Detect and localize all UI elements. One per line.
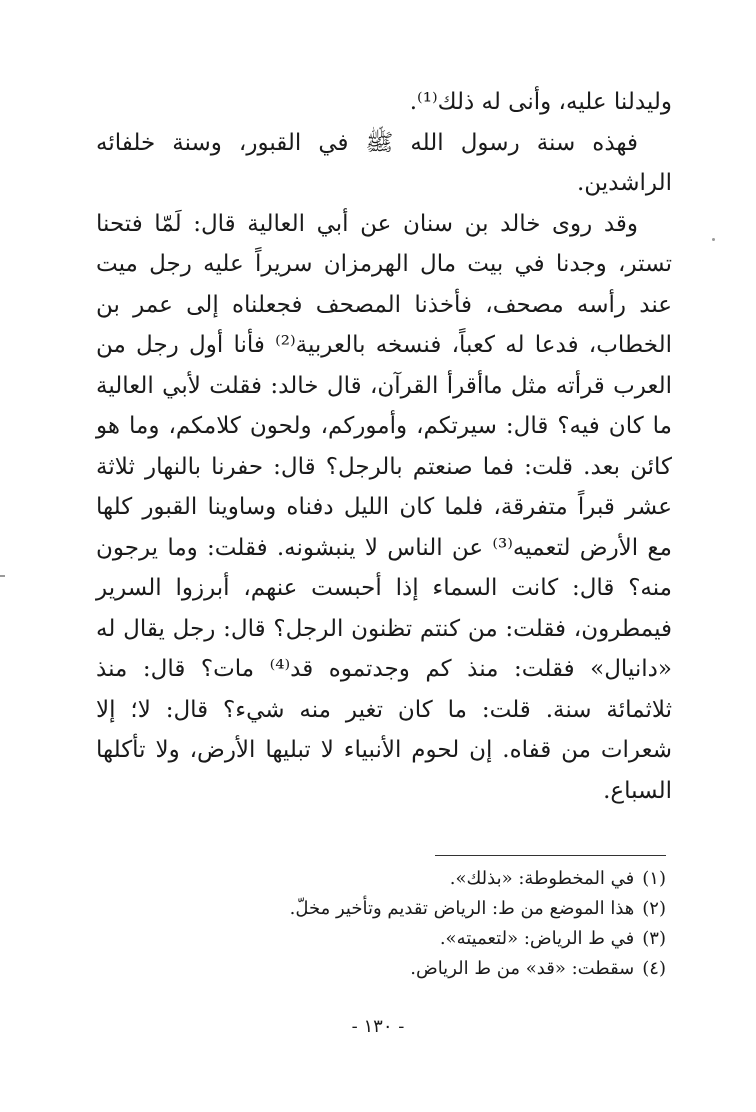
paragraph-3: وقد روى خالد بن سنان عن أبي العالية قال: لَمّا فتحنا تستر، وجدنا في بيت مال الهرمزان سريراً عليه رجل ميت عند رأسه مصحف، فأخذنا المصحف فجعلناه إلى عمر بن الخطاب، فدعا له كعباً، فنسخه بالعربية⁽²⁾ فأنا أول رجل من العرب قرأته مثل ماأقرأ القرآن، قال خالد: فقلت لأبي العالية ما كان فيه؟ قال: سيرتكم، وأموركم، ولحون كلامكم، وما هو كائن بعد. قلت: فما صنعتم بالرجل؟ قال: حفرنا بالنهار ثلاثة عشر قبراً متفرقة، فلما كان الليل دفناه وساوينا القبور كلها مع الأرض لتعميه⁽³⁾ عن الناس لا ينبشونه. فقلت: وما يرجون منه؟ قال: كانت السماء إذا أحبست عنهم، أبرزوا السرير فيمطرون، فقلت: من كنتم تظنون الرجل؟ قال: رجل يقال له «دانيال» فقلت: منذ كم وجدتموه قد⁽⁴⁾ مات؟ قال: منذ ثلاثمائة سنة. قلت: ما كان تغير منه شيء؟ قال: لا؛ إلا شعرات من قفاه. إن لحوم الأنبياء لا تبليها الأرض، ولا تأكلها السباع. [96, 210, 672, 804]
footnote-number: (٣) [642, 928, 666, 949]
footnote-text: في ط الرياض: «لتعميته». [439, 928, 635, 949]
footnote-text: سقطت: «قد» من ط الرياض. [410, 958, 635, 979]
scan-speck [712, 238, 715, 241]
footnote-number: (٢) [642, 898, 666, 919]
footnote-number: (١) [642, 868, 666, 889]
footnote-1 [96, 864, 666, 894]
main-text [96, 82, 672, 811]
paragraph-2: فهذه سنة رسول الله ﷺ في القبور، وسنة خلفائه الراشدين. [96, 129, 672, 196]
footnote-text: هذا الموضع من ط: الرياض تقديم وتأخير مخلّ. [289, 898, 635, 919]
footnote-number: (٤) [642, 958, 666, 979]
scan-edge-mark [0, 575, 5, 577]
footnote-text: في المخطوطة: «بذلك». [449, 868, 635, 889]
footnotes [96, 864, 666, 984]
footnote-2 [96, 894, 666, 924]
paragraph-1: وليدلنا عليه، وأنى له ذلك⁽¹⁾. [409, 89, 672, 115]
footnote-4 [96, 954, 666, 984]
footnote-separator [435, 855, 666, 856]
footnote-3 [96, 924, 666, 954]
page-number: - ١٣٠ - [351, 1016, 405, 1037]
